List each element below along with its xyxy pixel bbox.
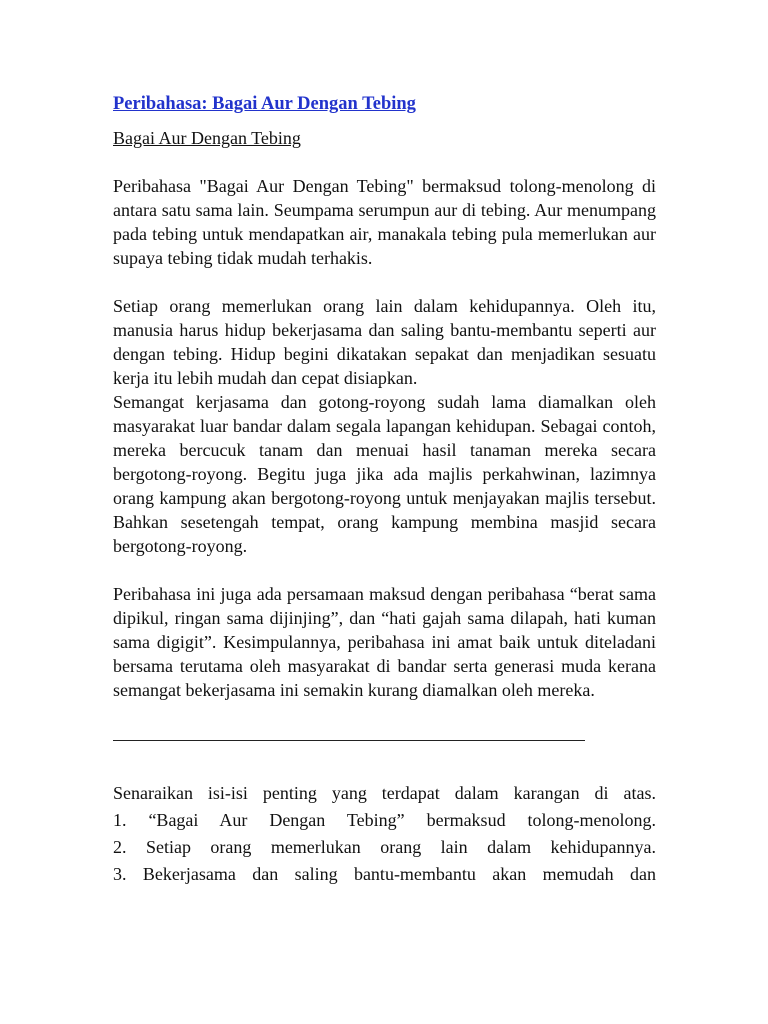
list-item: 2. Setiap orang memerlukan orang lain dalam kehidupannya.: [113, 837, 656, 857]
document-body: [113, 92, 656, 889]
paragraph-2: Setiap orang memerlukan orang lain dalam kehidupannya. Oleh itu, manusia harus hidup bekerjasama dan saling bantu-membantu seperti aur dengan tebing. Hidup begini dikatakan sepakat dan menjadikan sesuatu kerja itu lebih mudah dan cepat disiapkan.: [113, 296, 656, 388]
paragraph-4: Peribahasa ini juga ada persamaan maksud dengan peribahasa “berat sama dipikul, ringan sama dijinjing”, dan “hati gajah sama dilapah, hati kuman sama digigit”. Kesimpulannya, peribahasa ini amat baik untuk diteladani bersama terutama oleh masyarakat di bandar serta generasi muda kerana semangat bekerjasama ini semakin kurang diamalkan oleh mereka.: [113, 584, 656, 700]
list-item: 3. Bekerjasama dan saling bantu-membantu akan memudah dan: [113, 864, 656, 884]
paragraph-3: Semangat kerjasama dan gotong-royong sudah lama diamalkan oleh masyarakat luar bandar dalam segala lapangan kehidupan. Sebagai contoh, mereka bercucuk tanam dan menuai hasil tanaman mereka secara bergotong-royong. Begitu juga jika ada majlis perkahwinan, lazimnya orang kampung akan bergotong-royong untuk menjayakan majlis tersebut. Bahkan sesetengah tempat, orang kampung membina masjid secara bergotong-royong.: [113, 392, 656, 556]
subtitle: Bagai Aur Dengan Tebing: [113, 128, 301, 148]
list-intro: Senaraikan isi-isi penting yang terdapat dalam karangan di atas.: [113, 783, 656, 803]
paragraph-1: Peribahasa "Bagai Aur Dengan Tebing" bermaksud tolong-menolong di antara satu sama lain. Seumpama serumpun aur di tebing. Aur menumpang pada tebing untuk mendapatkan air, manakala tebing pula memerlukan aur supaya tebing tidak mudah terhakis.: [113, 176, 656, 268]
horizontal-divider: [113, 740, 585, 741]
title-link[interactable]: Peribahasa: Bagai Aur Dengan Tebing: [113, 94, 416, 114]
list-item: 1. “Bagai Aur Dengan Tebing” bermaksud tolong-menolong.: [113, 810, 656, 830]
